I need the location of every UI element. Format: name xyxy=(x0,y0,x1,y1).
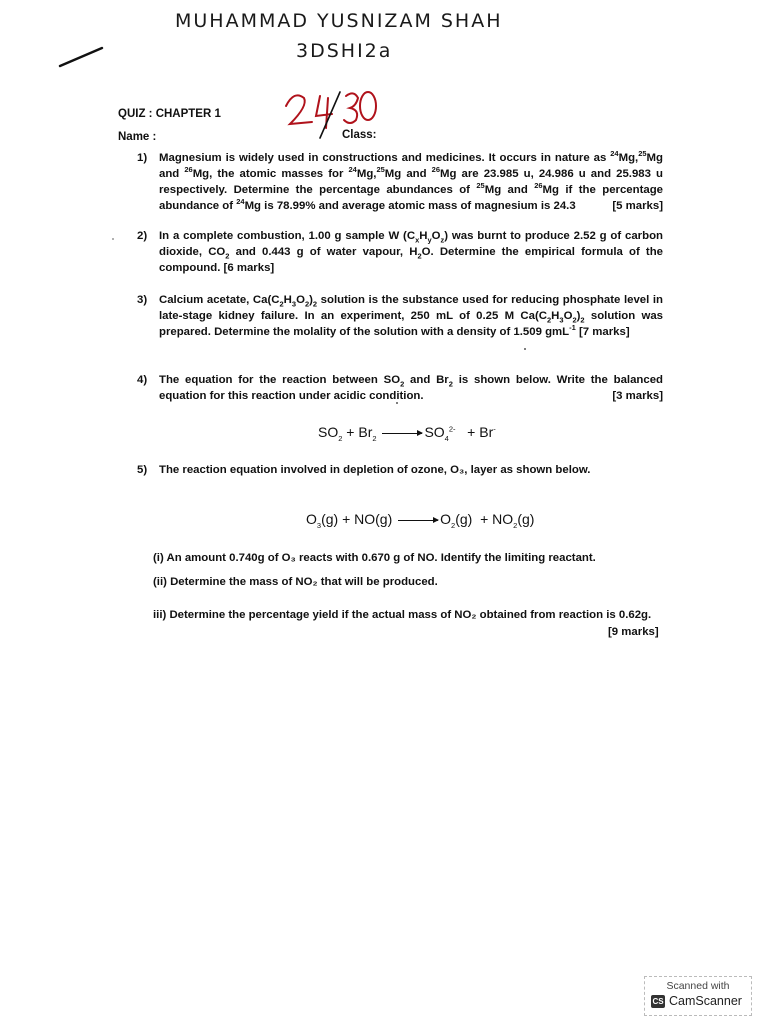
question-number: 3) xyxy=(137,294,148,306)
question-number: 2) xyxy=(137,230,148,242)
class-label: Class: xyxy=(342,129,377,141)
stray-mark xyxy=(112,238,114,240)
name-label: Name : xyxy=(118,131,157,143)
question-number: 4) xyxy=(137,374,148,386)
camscanner-logo-icon: CS xyxy=(652,997,664,1006)
reaction-arrow-icon xyxy=(382,433,422,434)
quiz-title: QUIZ : CHAPTER 1 xyxy=(118,108,221,120)
question-text: The reaction equation involved in depletion of ozone, O₃, layer as shown below. xyxy=(159,464,591,476)
question-4 xyxy=(137,372,663,404)
stray-mark xyxy=(524,348,526,350)
question-text: In a complete combustion, 1.00 g sample W $(C_xH_yO_z)$ was burnt to produce 2.52 g of carbon dioxide, $CO_2$ and 0.443 g of water vapour, $H_2O$. Determine the empirical formula of the compound. [6 marks] xyxy=(159,230,663,274)
reaction-arrow-icon xyxy=(398,520,438,521)
sub-question-iii: iii) Determine the percentage yield if the actual mass of NO₂ obtained from reaction is 0.62g. xyxy=(153,609,652,621)
question-2 xyxy=(137,228,663,276)
equation-so2-br2: $SO_2 + Br_2$ $SO_4^{2-} + Br^-$ xyxy=(318,424,496,443)
question-number: 1) xyxy=(137,152,148,164)
handwritten-class: 3DSHI2a xyxy=(296,40,393,62)
question-number: 5) xyxy=(137,464,148,476)
question-text: The equation for the reaction between $SO_2$ and $Br_2$ is shown below. Write the balanced equation for this reaction under acidic condition. [3 marks] xyxy=(159,374,663,402)
equation-ozone: $O_3(g) + NO(g) O_2(g) + NO_2(g)$ xyxy=(306,511,535,530)
sub-question-i: (i) An amount 0.740g of O₃ reacts with 0.670 g of NO. Identify the limiting reactant. xyxy=(153,552,596,564)
question-3 xyxy=(137,292,663,340)
question-text: Magnesium is widely used in constructions and medicines. It occurs in nature as $^{24}$Mg,$^{25}$Mg and $^{26}$Mg, the atomic masses for $^{24}$Mg,$^{25}$Mg and $^{26}$Mg are 23.985 u, 24.986 u and 25.983 u respectively. Determine the percentage abundances of $^{25}$Mg and $^{26}$Mg if the percentage abundance of $^{24}$Mg is 78.99% and average atomic mass of magnesium is 24.3 [5 marks] xyxy=(159,149,664,212)
camscanner-watermark xyxy=(644,976,752,1016)
question-marks: [9 marks] xyxy=(608,626,659,638)
question-5 xyxy=(137,462,663,478)
question-marks: [3 marks] xyxy=(612,390,663,402)
stray-mark xyxy=(396,402,398,404)
question-marks: [5 marks] xyxy=(612,200,663,212)
sub-question-ii: (ii) Determine the mass of NO₂ that will be produced. xyxy=(153,576,438,588)
question-marks: [6 marks] xyxy=(223,262,275,274)
watermark-brand: CamScanner xyxy=(669,994,742,1008)
question-1 xyxy=(137,150,663,214)
watermark-caption: Scanned with xyxy=(666,980,730,992)
question-marks: [7 marks] xyxy=(578,326,630,338)
pen-stroke-mark xyxy=(58,44,104,70)
handwritten-student-name: MUHAMMAD YUSNIZAM SHAH xyxy=(175,10,503,32)
question-text: Calcium acetate, $Ca(C_2H_3O_2)_2$ solution is the substance used for reducing phosphate level in late-stage kidney failure. In an experiment, 250 mL of 0.25 M $Ca(C_2H_3O_2)_2$ solution was prepared. Determine the molality of the solution with a density of 1.509 gmL$^{-1}$ [7 marks] xyxy=(159,294,663,338)
